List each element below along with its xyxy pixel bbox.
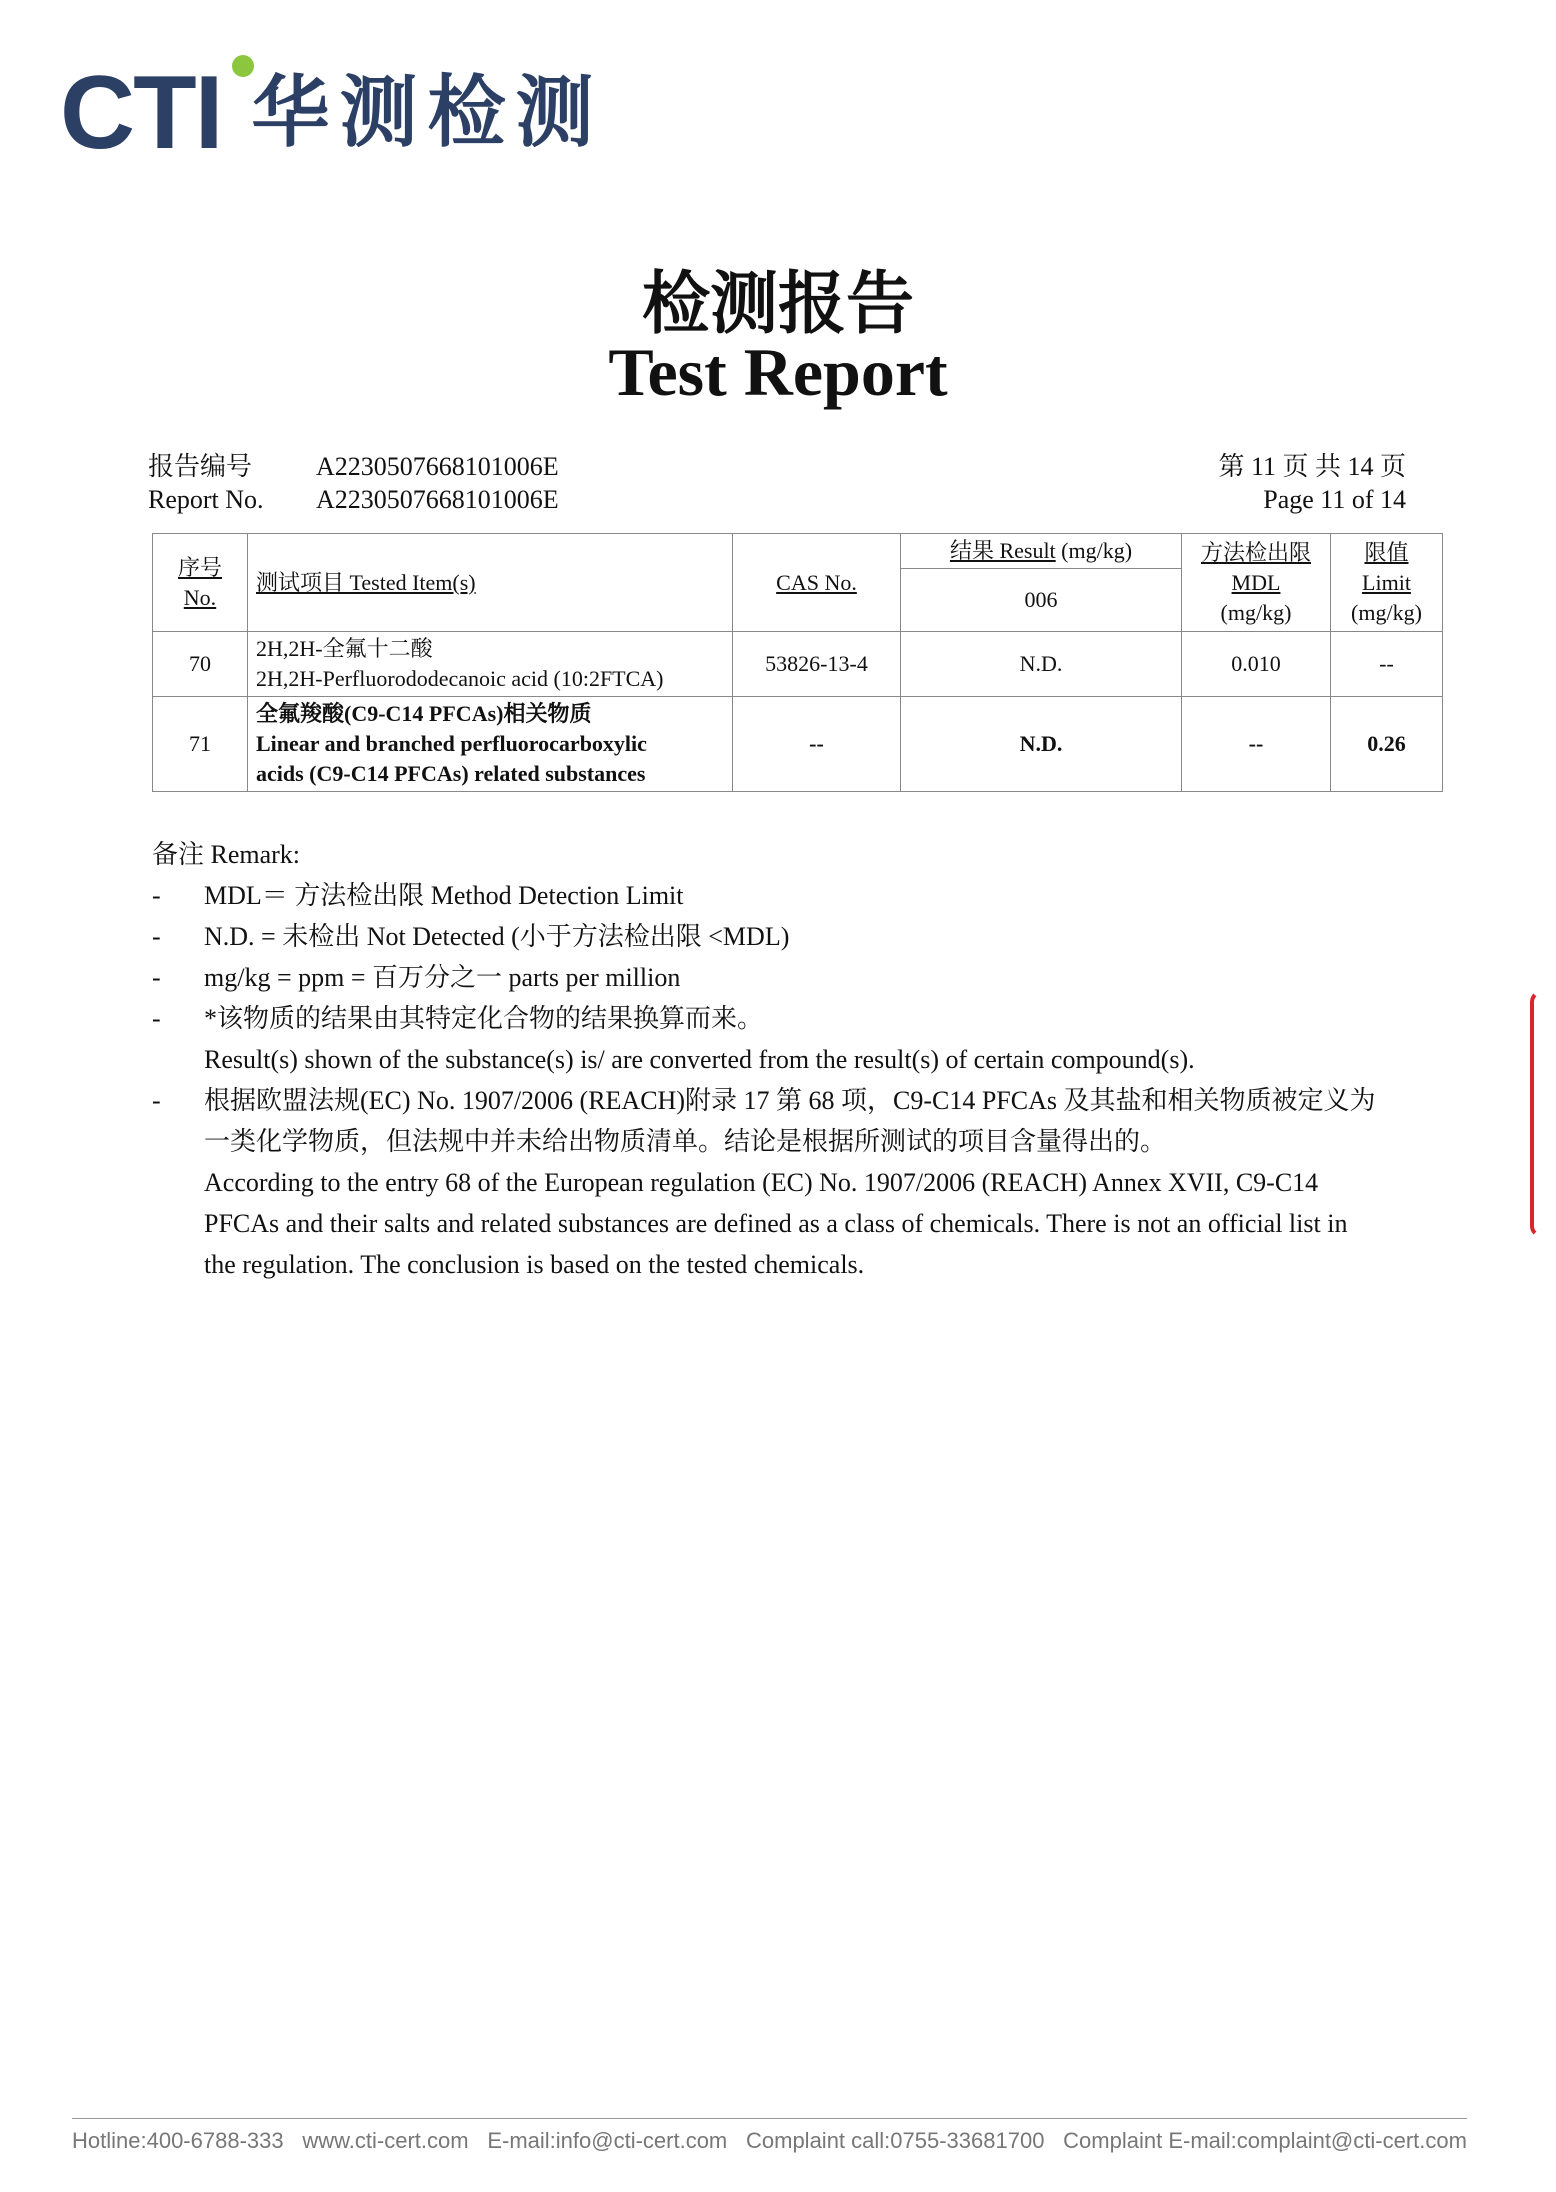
table-row: 71 全氟羧酸(C9-C14 PFCAs)相关物质 Linear and branched perfluorocarboxylic acids (C9-C14 PFCAs) related substances -- N.D. -- 0.26: [153, 697, 1443, 792]
item-cell: 2H,2H-全氟十二酸 2H,2H-Perfluorododecanoic acid (10:2FTCA): [248, 632, 733, 697]
remark-item-en: According to the entry 68 of the European regulation (EC) No. 1907/2006 (REACH) Annex XVII, C9-C14: [204, 1168, 1319, 1197]
report-no-value: A2230507668101006E: [316, 452, 559, 481]
footer-divider: [72, 2118, 1467, 2119]
page-indicator: [1218, 450, 1406, 516]
report-no-label-en: Report No.: [148, 485, 264, 514]
table-row: 70 2H,2H-全氟十二酸 2H,2H-Perfluorododecanoic acid (10:2FTCA) 53826-13-4 N.D. 0.010 --: [153, 632, 1443, 697]
header-result: 结果 Result (mg/kg): [901, 534, 1182, 569]
footer-complaint-call: Complaint call:0755-33681700: [746, 2128, 1045, 2153]
remarks-section: [152, 834, 1452, 1285]
header-limit: 限值 Limit (mg/kg): [1331, 534, 1443, 632]
page-cn: 第 11 页 共 14 页: [1218, 452, 1406, 481]
company-logo: [60, 55, 604, 171]
footer-website: www.cti-cert.com: [302, 2128, 469, 2153]
header-mdl: 方法检出限 MDL (mg/kg): [1182, 534, 1331, 632]
page-en: Page 11 of 14: [1263, 485, 1406, 514]
remark-item-cn-cont: 一类化学物质，但法规中并未给出物质清单。结论是根据所测试的项目含量得出的。: [204, 1127, 1167, 1156]
report-title-en: Test Report: [608, 334, 948, 410]
remark-item-en: Result(s) shown of the substance(s) is/ are converted from the result(s) of certain compound(s).: [204, 1045, 1195, 1074]
remark-item: - N.D. = 未检出 Not Detected (小于方法检出限 <MDL): [152, 922, 790, 951]
results-table: [152, 533, 1443, 792]
remarks-title: 备注 Remark:: [152, 840, 301, 869]
remark-item: - mg/kg = ppm = 百万分之一 parts per million: [152, 963, 681, 992]
page-footer: [72, 2128, 1467, 2154]
header-cas: CAS No.: [733, 534, 901, 632]
footer-hotline: Hotline:400-6788-333: [72, 2128, 284, 2153]
remark-item: - MDL＝ 方法检出限 Method Detection Limit: [152, 881, 684, 910]
report-title-cn: 检测报告: [641, 264, 914, 344]
table-header-row: [153, 534, 1443, 569]
item-cell: 全氟羧酸(C9-C14 PFCAs)相关物质 Linear and branched perfluorocarboxylic acids (C9-C14 PFCAs) related substances: [248, 697, 733, 792]
header-item: 测试项目 Tested Item(s): [248, 534, 733, 632]
report-no-label-cn: 报告编号: [148, 452, 253, 481]
footer-complaint-email: Complaint E-mail:complaint@cti-cert.com: [1063, 2128, 1467, 2153]
header-sample-id: 006: [901, 569, 1182, 632]
header-no: 序号 No.: [153, 534, 248, 632]
seal-stamp-edge: [1530, 990, 1556, 1238]
logo-name-cn: 华测检测: [251, 68, 604, 158]
remark-item-en: PFCAs and their salts and related substances are defined as a class of chemicals. There is not an official list in: [204, 1209, 1348, 1238]
remark-item: - *该物质的结果由其特定化合物的结果换算而来。: [152, 1004, 764, 1033]
logo-dot-icon: [232, 55, 254, 77]
remark-item: - 根据欧盟法规(EC) No. 1907/2006 (REACH)附录 17 第 68 项，C9-C14 PFCAs 及其盐和相关物质被定义为: [152, 1086, 1376, 1115]
footer-email: E-mail:info@cti-cert.com: [487, 2128, 728, 2153]
logo-brand: CTI: [60, 61, 222, 165]
report-no-value-en: A2230507668101006E: [316, 485, 559, 514]
remark-item-en: the regulation. The conclusion is based on the tested chemicals.: [204, 1250, 865, 1279]
report-number-block: [148, 450, 559, 516]
